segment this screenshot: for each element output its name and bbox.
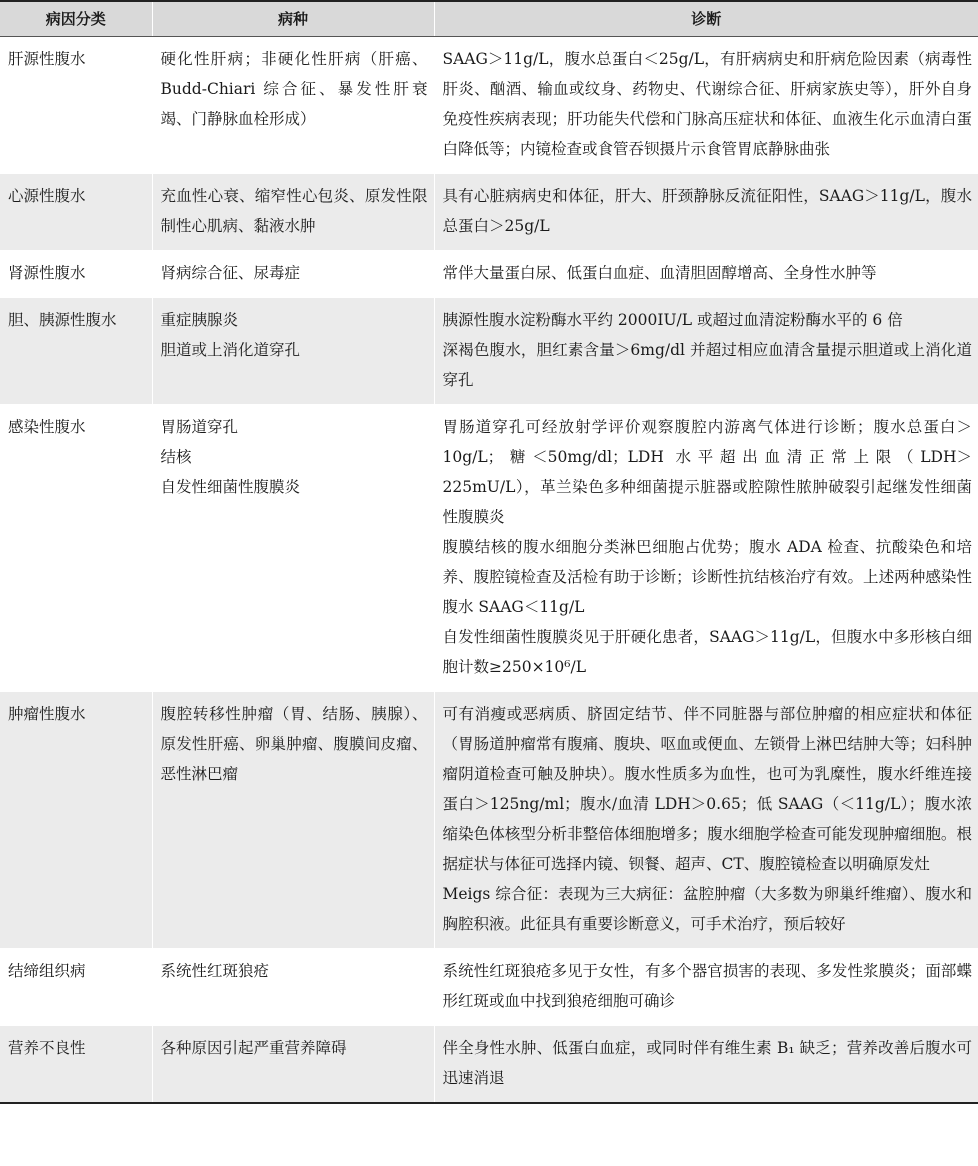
disease-line: 系统性红斑狼疮 — [160, 962, 270, 980]
disease-cell — [152, 298, 434, 405]
table-row — [0, 405, 978, 692]
diagnosis-cell — [434, 251, 978, 298]
header-category: 病因分类 — [0, 1, 152, 37]
category-cell: 营养不良性 — [0, 1026, 152, 1104]
diagnosis-paragraph: 系统性红斑狼疮多见于女性，有多个器官损害的表现、多发性浆膜炎；面部蝶形红斑或血中找到狼疮细胞可确诊 — [442, 962, 972, 1010]
disease-cell — [152, 692, 434, 949]
diagnosis-paragraph: SAAG＞11g/L，腹水总蛋白＜25g/L，有肝病病史和肝病危险因素（病毒性肝炎、酗酒、输血或纹身、药物史、代谢综合征、肝病家族史等），肝外自身免疫性疾病表现；肝功能失代偿和门脉高压症状和体征、血液生化示血清白蛋白降低等；内镜检查或食管吞钡摄片示食管胃底静脉曲张 — [442, 50, 972, 158]
diagnosis-paragraph: 常伴大量蛋白尿、低蛋白血症、血清胆固醇增高、全身性水肿等 — [442, 264, 877, 282]
category-cell: 结缔组织病 — [0, 949, 152, 1026]
disease-cell — [152, 251, 434, 298]
header-disease: 病种 — [152, 1, 434, 37]
category-cell: 肾源性腹水 — [0, 251, 152, 298]
table-row — [0, 174, 978, 251]
diagnosis-paragraph: Meigs 综合征：表现为三大病征：盆腔肿瘤（大多数为卵巢纤维瘤）、腹水和胸腔积液。此征具有重要诊断意义，可手术治疗，预后较好 — [442, 885, 972, 933]
table-row — [0, 949, 978, 1026]
diagnosis-cell — [434, 1026, 978, 1104]
diagnosis-cell — [434, 692, 978, 949]
disease-line: 腹腔转移性肿瘤（胃、结肠、胰腺）、原发性肝癌、卵巢肿瘤、腹膜间皮瘤、恶性淋巴瘤 — [160, 705, 428, 783]
category-cell: 心源性腹水 — [0, 174, 152, 251]
diagnosis-cell — [434, 37, 978, 174]
disease-cell — [152, 37, 434, 174]
category-cell: 感染性腹水 — [0, 405, 152, 692]
table-row — [0, 37, 978, 174]
diagnosis-cell — [434, 298, 978, 405]
diagnosis-paragraph: 胰源性腹水淀粉酶水平约 2000IU/L 或超过血清淀粉酶水平的 6 倍 — [442, 311, 903, 329]
diagnosis-paragraph: 具有心脏病病史和体征，肝大、肝颈静脉反流征阳性，SAAG＞11g/L，腹水总蛋白＞25g/L — [442, 187, 972, 235]
table-header-row — [0, 1, 978, 37]
diagnosis-cell — [434, 174, 978, 251]
disease-cell — [152, 1026, 434, 1104]
diagnosis-paragraph: 腹膜结核的腹水细胞分类淋巴细胞占优势；腹水 ADA 检查、抗酸染色和培养、腹腔镜检查及活检有助于诊断；诊断性抗结核治疗有效。上述两种感染性腹水 SAAG＜11g/L — [442, 538, 972, 616]
diagnosis-paragraph: 自发性细菌性腹膜炎见于肝硬化患者，SAAG＞11g/L，但腹水中多形核白细胞计数≥250×10⁶/L — [442, 628, 972, 676]
diagnosis-paragraph: 深褐色腹水，胆红素含量＞6mg/dl 并超过相应血清含量提示胆道或上消化道穿孔 — [442, 341, 972, 389]
diagnosis-paragraph: 胃肠道穿孔可经放射学评价观察腹腔内游离气体进行诊断；腹水总蛋白＞10g/L；糖＜50mg/dl；LDH 水平超出血清正常上限（LDH＞225mU/L），革兰染色多种细菌提示脏器或腔隙性脓肿破裂引起继发性细菌性腹膜炎 — [442, 418, 972, 526]
disease-cell — [152, 174, 434, 251]
disease-line: 充血性心衰、缩窄性心包炎、原发性限制性心肌病、黏液水肿 — [160, 187, 428, 235]
diagnosis-cell — [434, 949, 978, 1026]
disease-line: 胆道或上消化道穿孔 — [160, 341, 301, 359]
diagnosis-paragraph: 伴全身性水肿、低蛋白血症，或同时伴有维生素 B₁ 缺乏；营养改善后腹水可迅速消退 — [442, 1039, 972, 1087]
table-row — [0, 1026, 978, 1104]
diagnosis-cell — [434, 405, 978, 692]
disease-line: 自发性细菌性腹膜炎 — [160, 478, 301, 496]
header-diagnosis: 诊断 — [434, 1, 978, 37]
table-row — [0, 298, 978, 405]
disease-line: 各种原因引起严重营养障碍 — [160, 1039, 347, 1057]
table-row — [0, 692, 978, 949]
category-cell: 胆、胰源性腹水 — [0, 298, 152, 405]
disease-line: 硬化性肝病；非硬化性肝病（肝癌、Budd-Chiari 综合征、暴发性肝衰竭、门静脉血栓形成） — [160, 50, 428, 128]
disease-line: 重症胰腺炎 — [160, 311, 239, 329]
disease-line: 结核 — [160, 448, 192, 466]
category-cell: 肿瘤性腹水 — [0, 692, 152, 949]
disease-line: 肾病综合征、尿毒症 — [160, 264, 301, 282]
diagnosis-paragraph: 可有消瘦或恶病质、脐固定结节、伴不同脏器与部位肿瘤的相应症状和体征（胃肠道肿瘤常有腹痛、腹块、呕血或便血、左锁骨上淋巴结肿大等；妇科肿瘤阴道检查可触及肿块）。腹水性质多为血性，也可为乳糜性，腹水纤维连接蛋白＞125ng/ml；腹水/血清 LDH＞0.65；低 SAAG（＜11g/L）；腹水浓缩染色体核型分析非整倍体细胞增多；腹水细胞学检查可能发现肿瘤细胞。根据症状与体征可选择内镜、钡餐、超声、CT、腹腔镜检查以明确原发灶 — [442, 705, 972, 873]
disease-cell — [152, 949, 434, 1026]
disease-cell — [152, 405, 434, 692]
disease-line: 胃肠道穿孔 — [160, 418, 239, 436]
table-row — [0, 251, 978, 298]
category-cell: 肝源性腹水 — [0, 37, 152, 174]
